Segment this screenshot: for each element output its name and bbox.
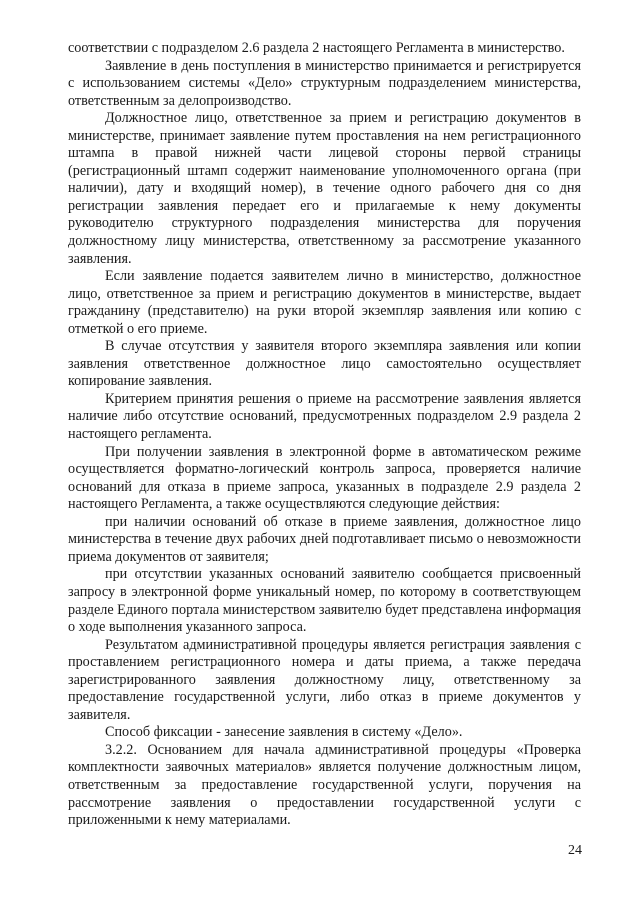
paragraph-refusal: при наличии оснований об отказе в приеме заявления, должностное лицо министерства в течение двух рабочих дней подготавливает письмо о невозможности приема документов от заявителя; (68, 513, 581, 565)
paragraph-criterion: Критерием принятия решения о приеме на рассмотрение заявления является наличие либо отсутствие оснований, предусмотренных подразделом 2.9 раздела 2 настоящего регламента. (68, 390, 581, 443)
paragraph-personal-submission: Если заявление подается заявителем лично в министерство, должностное лицо, ответственное за прием и регистрацию документов в министерстве, выдает гражданину (представителю) на руки второй экземпляр заявления или копию с отметкой о его приеме. (68, 268, 581, 337)
paragraph-unique-number: при отсутствии указанных оснований заявителю сообщается присвоенный запросу в электронной форме уникальный номер, по которому в соответствующем разделе Единого портала министерством заявителю будет представлена информация о ходе выполнения указанного запроса. (68, 566, 581, 636)
paragraph-fixation: Способ фиксации - занесение заявления в систему «Дело». (105, 724, 463, 741)
page-number: 24 (568, 843, 582, 858)
body-text (68, 40, 581, 830)
paragraph-electronic-form: При получении заявления в электронной форме в автоматическом режиме осуществляется форматно-логический контроль запроса, проверяется наличие оснований для отказа в приеме запроса, указанных в подразделе 2.9 раздела 2 настоящего Регламента, а также осуществляются следующие действия: (68, 443, 581, 513)
paragraph-registration: Заявление в день поступления в министерство принимается и регистрируется с использованием системы «Дело» структурным подразделением министерства, ответственным за делопроизводство. (68, 57, 581, 109)
paragraph-continuation: соответствии с подразделом 2.6 раздела 2 настоящего Регламента в министерство. (68, 40, 565, 56)
paragraph-copy: В случае отсутствия у заявителя второго экземпляра заявления или копии заявления ответственное должностное лицо самостоятельно осуществляет копирование заявления. (68, 338, 581, 390)
paragraph-section-3-2-2: 3.2.2. Основанием для начала административной процедуры «Проверка комплектности заявочных материалов» является получение должностным лицом, ответственным за предоставление государственной услуги, поручения на рассмотрение заявления о предоставлении государственной услуги с приложенными к нему материалами. (68, 741, 581, 829)
paragraph-result: Результатом административной процедуры является регистрация заявления с проставлением регистрационного номера и даты приема, а также передача зарегистрированного заявления должностному лицу, ответственному за предоставление государственной услуги, либо отказ в приеме документов у заявителя. (68, 636, 581, 723)
paragraph-official-duties: Должностное лицо, ответственное за прием и регистрацию документов в министерстве, принимает заявление путем проставления на нем регистрационного штампа в правой нижней части лицевой стороны первой страницы (регистрационный штамп содержит наименование уполномоченного органа (при наличии), дату и входящий номер), в течение одного рабочего дня со дня регистрации заявления передает его и прилагаемые к нему документы руководителю структурного подразделения министерства для поручения должностному лицу министерства, ответственному за рассмотрение указанного заявления. (68, 110, 581, 267)
